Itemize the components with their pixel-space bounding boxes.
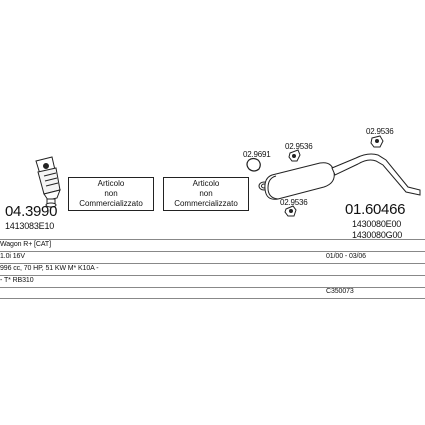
vehicle-chassis: - T* RB310: [0, 277, 34, 284]
box-line: Commercializzato: [174, 199, 238, 208]
table-divider: [0, 287, 425, 288]
box-line: Commercializzato: [79, 199, 143, 208]
box-line: Articolo: [97, 179, 125, 188]
hanger-code: 02.9536: [280, 198, 308, 207]
vehicle-years: 01/00 - 03/06: [326, 253, 366, 260]
catalog-ref: C350073: [326, 288, 354, 295]
table-divider: [0, 275, 425, 276]
left-part-code: 04.3990: [5, 203, 58, 220]
catalytic-converter-icon: [36, 157, 60, 207]
rubber-hanger-icon: [371, 136, 383, 147]
not-available-box: [163, 177, 249, 211]
hanger-code: 02.9536: [366, 127, 394, 136]
rear-silencer-icon: [259, 154, 420, 199]
vehicle-engine: 1.0i 16V: [0, 253, 25, 260]
vehicle-model: Wagon R+ [CAT]: [0, 241, 51, 248]
box-line: non: [199, 189, 213, 198]
box-line: Articolo: [192, 179, 220, 188]
left-part-ref: 1413083E10: [5, 221, 55, 231]
right-part-ref: 1430080G00: [352, 230, 403, 240]
table-divider: [0, 263, 425, 264]
table-divider: [0, 239, 425, 240]
hanger-code: 02.9691: [243, 150, 271, 159]
not-available-box: [68, 177, 154, 211]
rubber-ring-icon: [247, 159, 260, 172]
rubber-hanger-icon: [285, 206, 296, 216]
right-part-ref: 1430080E00: [352, 219, 402, 229]
table-divider: [0, 298, 425, 299]
right-part-code: 01.60466: [345, 201, 406, 218]
box-line: non: [104, 189, 118, 198]
hanger-code: 02.9536: [285, 142, 313, 151]
table-divider: [0, 251, 425, 252]
vehicle-specs: 996 cc, 70 HP, 51 KW M* K10A -: [0, 265, 99, 272]
rubber-hanger-icon: [289, 150, 300, 161]
